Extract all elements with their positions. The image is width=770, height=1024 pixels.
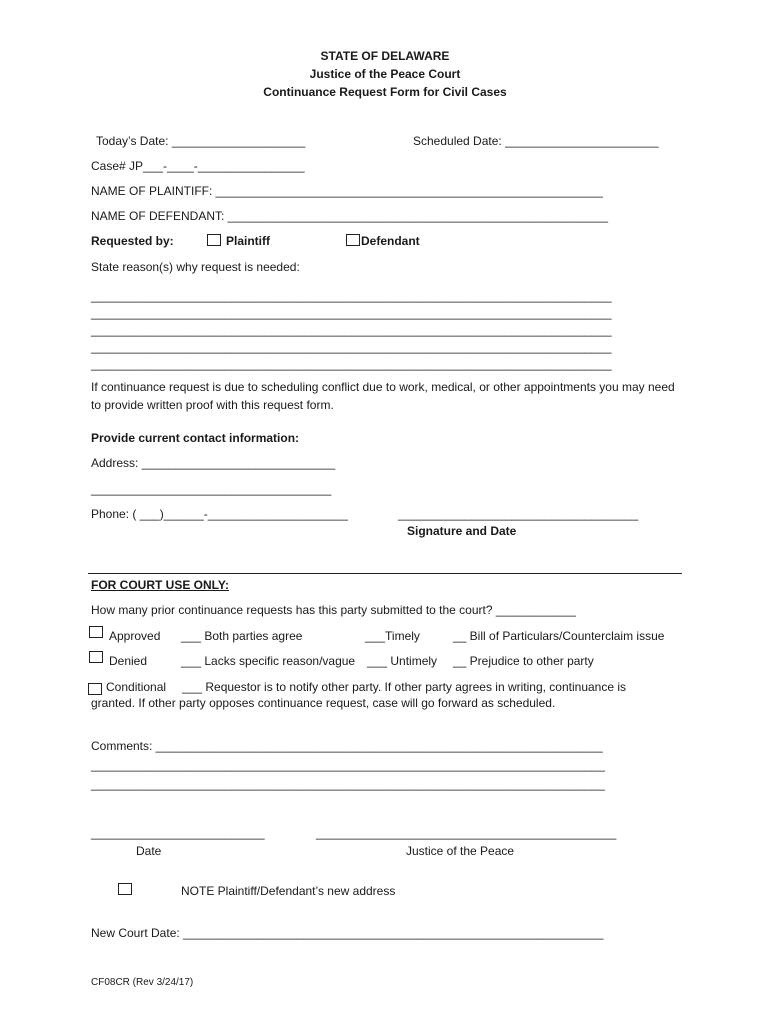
conditional-label: Conditional (106, 680, 167, 694)
prior-requests-field[interactable]: How many prior continuance requests has this party submitted to the court? ____________ (91, 603, 576, 617)
date-label: Date (136, 844, 162, 858)
address-field[interactable]: Address: _____________________________ (91, 456, 336, 470)
header-court: Justice of the Peace Court (309, 67, 461, 81)
section-divider (88, 573, 682, 574)
defendant-name-field[interactable]: NAME OF DEFENDANT: _________________________________________________________ (91, 209, 609, 223)
court-use-heading: FOR COURT USE ONLY: (91, 578, 230, 592)
lacks-reason-option[interactable]: ___ Lacks specific reason/vague (181, 654, 356, 668)
conditional-text-cont: granted. If other party opposes continuance request, case will go forward as scheduled. (91, 696, 556, 710)
approved-checkbox[interactable] (89, 626, 103, 638)
requested-by-label: Requested by: (91, 234, 174, 248)
conditional-checkbox[interactable] (88, 683, 102, 695)
signature-line[interactable]: ____________________________________ (398, 507, 639, 521)
untimely-option[interactable]: ___ Untimely (367, 654, 438, 668)
reason-label: State reason(s) why request is needed: (91, 260, 300, 274)
form-code: CF08CR (Rev 3/24/17) (91, 977, 194, 988)
reason-line-5[interactable]: ______________________________________________________________________________ (91, 357, 612, 371)
comments-field[interactable]: Comments: ___________________________________________________________________ (91, 739, 603, 753)
comments-line-3[interactable]: _____________________________________________________________________________ (91, 777, 605, 791)
signature-label: Signature and Date (407, 524, 517, 538)
jp-label: Justice of the Peace (406, 844, 515, 858)
reason-line-2[interactable]: ______________________________________________________________________________ (91, 306, 612, 320)
jp-signature-line[interactable]: _____________________________________________ (316, 826, 617, 840)
date-line[interactable]: __________________________ (91, 826, 265, 840)
plaintiff-option-label: Plaintiff (226, 234, 270, 248)
prejudice-option[interactable]: __ Prejudice to other party (453, 654, 594, 668)
phone-field[interactable]: Phone: ( ___)______-_____________________ (91, 507, 348, 521)
reason-line-3[interactable]: ______________________________________________________________________________ (91, 323, 612, 337)
address-line-2[interactable]: ____________________________________ (91, 482, 332, 496)
scheduled-date-field[interactable]: Scheduled Date: _______________________ (413, 134, 659, 148)
comments-line-2[interactable]: _____________________________________________________________________________ (91, 758, 605, 772)
reason-line-4[interactable]: ______________________________________________________________________________ (91, 340, 612, 354)
both-parties-agree[interactable]: ___ Both parties agree (181, 629, 303, 643)
defendant-checkbox[interactable] (346, 234, 360, 246)
plaintiff-checkbox[interactable] (207, 234, 221, 246)
reason-line-1[interactable]: ______________________________________________________________________________ (91, 289, 612, 303)
new-address-checkbox[interactable] (118, 883, 132, 895)
bill-of-particulars-option[interactable]: __ Bill of Particulars/Counterclaim issue (453, 629, 665, 643)
denied-label: Denied (109, 654, 148, 668)
contact-heading: Provide current contact information: (91, 431, 300, 445)
plaintiff-name-field[interactable]: NAME OF PLAINTIFF: __________________________________________________________ (91, 184, 603, 198)
conditional-text: ___ Requestor is to notify other party. If other party agrees in writing, continuance is (182, 680, 627, 694)
scheduling-conflict-notice: If continuance request is due to scheduling conflict due to work, medical, or other appointments you may need to provide written proof with this request form. (91, 380, 675, 412)
case-number-field[interactable]: Case# JP___-____-________________ (91, 159, 305, 173)
new-court-date-field[interactable]: New Court Date: _______________________________________________________________ (91, 926, 604, 940)
timely-option[interactable]: ___Timely (365, 629, 420, 643)
todays-date-field[interactable]: Today’s Date: ____________________ (96, 134, 306, 148)
header-state: STATE OF DELAWARE (320, 49, 450, 63)
defendant-option-label: Defendant (361, 234, 420, 248)
denied-checkbox[interactable] (89, 651, 103, 663)
new-address-note: NOTE Plaintiff/Defendant’s new address (181, 884, 396, 898)
form-title: Continuance Request Form for Civil Cases (263, 85, 507, 99)
approved-label: Approved (109, 629, 161, 643)
